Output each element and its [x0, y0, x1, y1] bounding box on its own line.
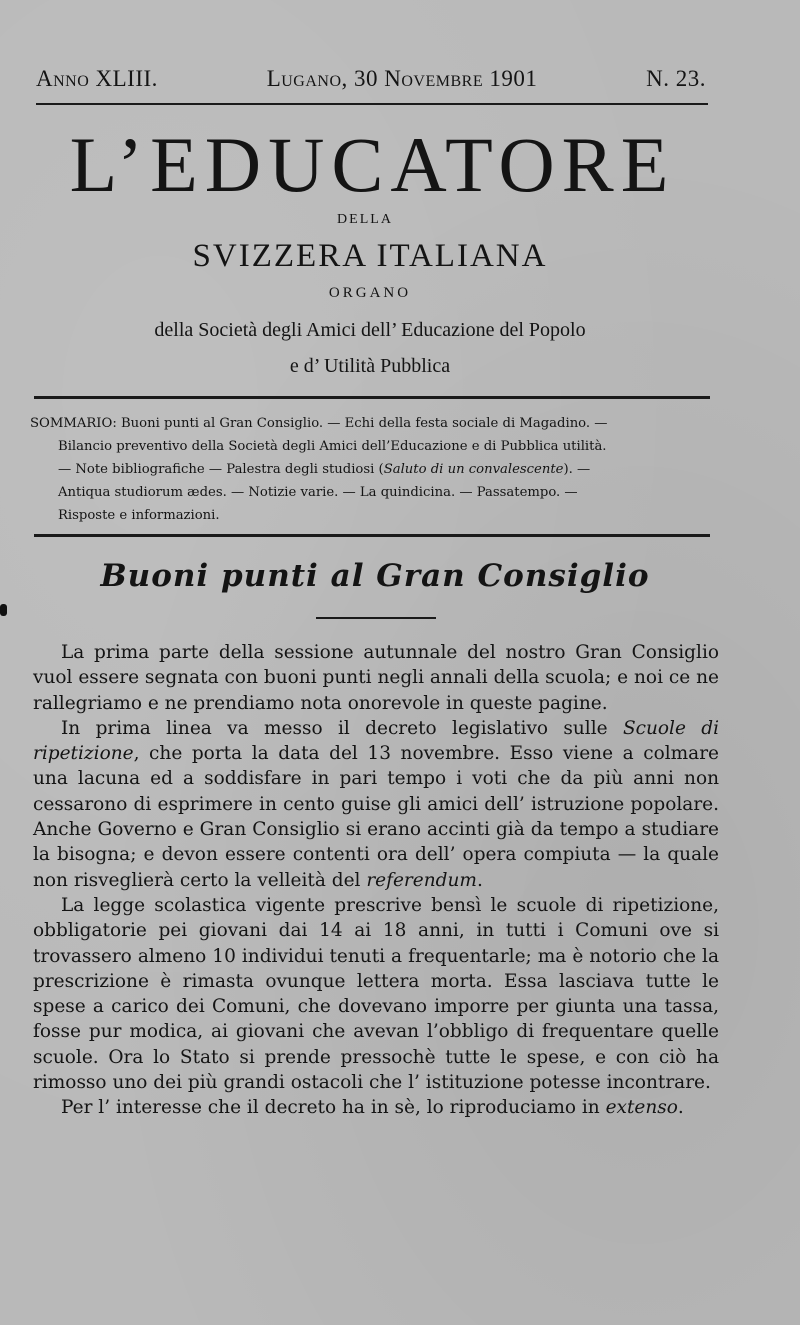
issue-number: N. 23. [646, 66, 706, 91]
divider-middle [34, 396, 710, 399]
p2-text-a: In prima linea va messo il decreto legislativo sulle [61, 717, 623, 739]
paragraph-3: La legge scolastica vigente prescrive bensì le scuole di ripetizione, obbligatorie pei giovani dai 14 ai 18 anni, in tutti i Comuni ove si trovassero almeno 10 individui tenuti a frequentarle; ma è notorio che la prescrizione è rimasta ovunque lettera morta. Essa lasciava tutte le spese a carico dei Comuni, che dovevano imporre per giunta una tassa, fosse pur modica, ai giovani che avevan l’obbligo di frequentare quelle scuole. Ora lo Stato si prende pressochè tutte le spese, e con ciò ha rimosso uno dei più grandi ostacoli che l’ istituzione potesse incontrare. [33, 894, 719, 1094]
place-date: Lugano, 30 Novembre 1901 [266, 66, 538, 91]
p4-text-a: Per l’ interesse che il decreto ha in sè, lo riproduciamo in [61, 1097, 606, 1119]
paragraph-2 [33, 716, 719, 893]
society-line-2: e d’ Utilità Pubblica [289, 355, 451, 377]
toc-text-1: Buoni punti al Gran Consiglio. — Echi della festa sociale di Magadino. — [120, 416, 608, 431]
divider-bottom [34, 534, 710, 537]
journal-organo: ORGANO [328, 285, 412, 301]
masthead [36, 66, 706, 92]
toc-line-2: Bilancio preventivo della Società degli Amici dell’Educazione e di Pubblica utilità. [58, 439, 607, 454]
toc-line-1 [30, 412, 720, 435]
article-title-rule [316, 617, 436, 619]
journal-della: DELLA [337, 212, 393, 227]
society-line-1: della Società degli Amici dell’ Educazione del Popolo [154, 319, 586, 341]
anno: Anno XLIII. [36, 66, 158, 91]
toc-line-5: Risposte e informazioni. [58, 508, 220, 523]
p2-text-b: , che porta la data del 13 novembre. Esso viene a colmare una lacuna ed a soddisfare in pari tempo i voti che da più anni non cessarono di esprimere in cento guise gli amici dell’ istruzione popolare. Anche Governo e Gran Consiglio si erano accinti già da tempo a studiare la bisogna; e devon essere contenti ora dell’ opera compiuta — la quale non risveglierà certo la velleità del [33, 743, 719, 891]
toc-text-3b: ). — [563, 462, 591, 477]
paragraph-4 [33, 1095, 719, 1120]
p4-italic: extenso [605, 1097, 678, 1119]
toc-label: SOMMARIO: [30, 416, 117, 431]
paragraph-1: La prima parte della sessione autunnale del nostro Gran Consiglio vuol essere segnata con buoni punti negli annali della scuola; e noi ce ne rallegriamo e ne prendiamo nota onorevole in queste pagine. [33, 642, 719, 714]
divider-top [36, 103, 708, 105]
toc-line-3 [30, 458, 720, 481]
toc-text-3-italic: Saluto di un convalescente [383, 462, 564, 477]
journal-title: L’EDUCATORE [69, 121, 676, 208]
table-of-contents [30, 412, 720, 527]
journal-subtitle: SVIZZERA ITALIANA [192, 238, 548, 274]
toc-text-3a: — Note bibliografiche — Palestra degli studiosi ( [58, 462, 384, 477]
article-title: Buoni punti al Gran Consiglio [100, 558, 650, 594]
p2-italic-2: referendum [366, 869, 477, 891]
p2-text-c: . [476, 869, 483, 891]
ink-spot [0, 604, 7, 616]
p4-text-b: . [677, 1097, 684, 1119]
article-body [33, 640, 719, 1121]
p2-italic-1: Scuole di ripetizione [33, 717, 720, 765]
toc-line-4: Antiqua studiorum ædes. — Notizie varie. — La quindicina. — Passatempo. — [58, 485, 578, 500]
